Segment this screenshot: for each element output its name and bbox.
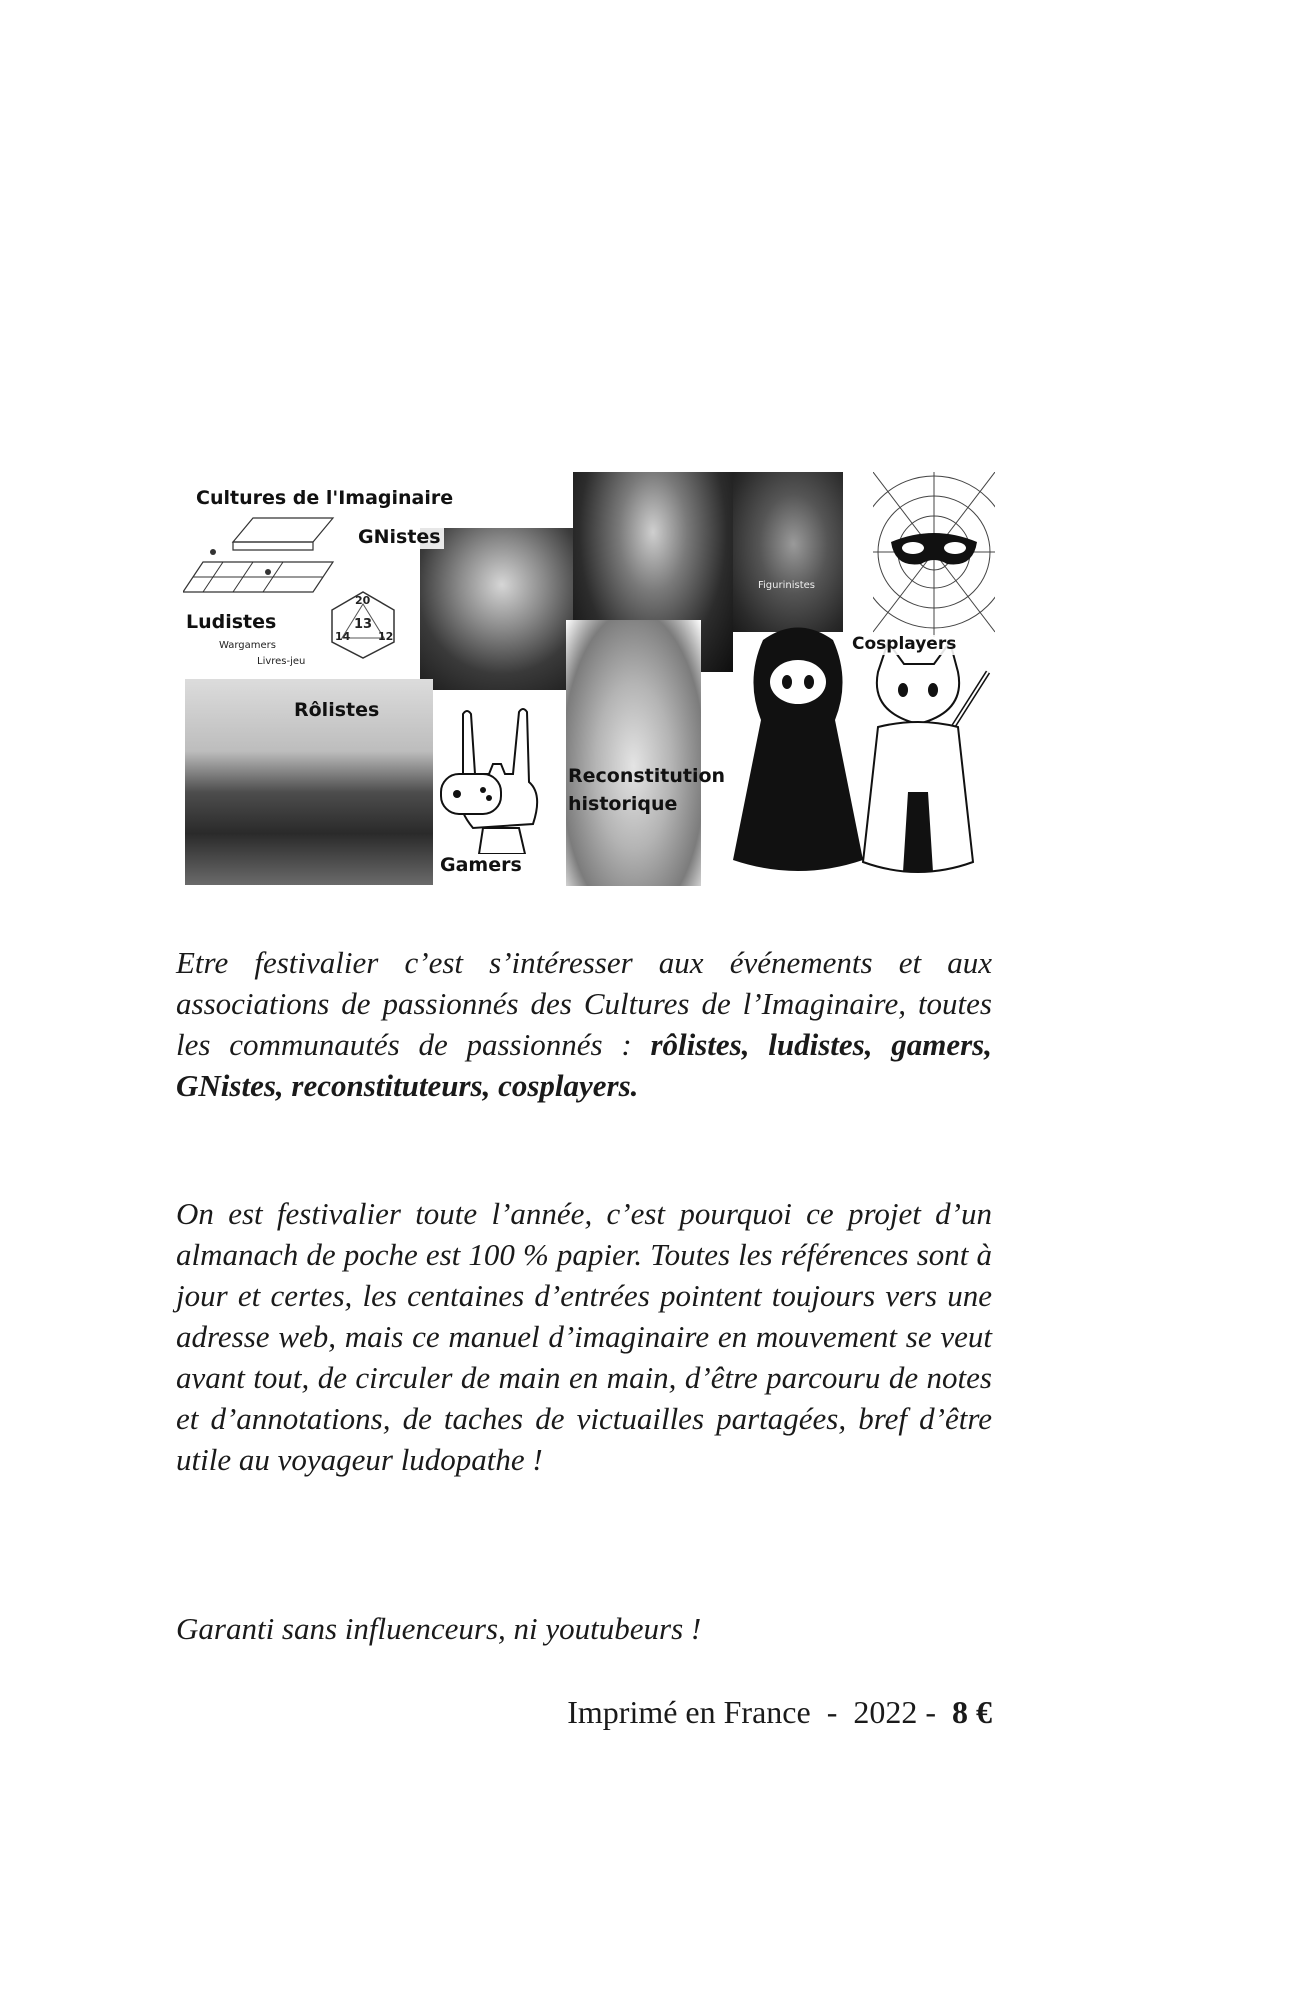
intro-text: Etre festivalier c’est s’intéresser aux événements et aux associations de passionnés des Cultures de l’Imaginaire, toutes les communautés de passionnés : <box>176 945 992 1062</box>
label-reconstitution: Reconstitution <box>568 765 726 787</box>
die-face-13: 13 <box>354 617 373 632</box>
paragraph-almanach: On est festivalier toute l’année, c’est pourquoi ce projet d’un almanach de poche est 100 % papier. Toutes les références sont à jour et certes, les centaines d’entrées pointent toujours vers une adresse web, mais ce manuel d’imaginaire en mouvement se veut avant tout, de circuler de main en main, d’être parcouru de notes et d’annotations, de taches de victuailles partagées, bref d’être utile au voyageur ludopathe ! <box>176 1196 992 1477</box>
collage-title: Cultures de l'Imaginaire <box>193 488 456 510</box>
cat-knight-drawing <box>848 632 995 894</box>
label-gamers: Gamers <box>437 855 525 877</box>
die-face-20: 20 <box>355 594 371 607</box>
die-face-14: 14 <box>335 630 351 643</box>
cover-collage <box>183 472 995 894</box>
label-ludistes: Ludistes <box>186 611 277 633</box>
label-wargamers: Wargamers <box>219 640 277 651</box>
label-cosplayers: Cosplayers <box>849 635 959 655</box>
communities-list: rôlistes, ludistes, gamers, GNistes, reconstituteurs, cosplayers. <box>176 1027 992 1103</box>
figurine-photo <box>733 472 843 632</box>
label-gnistes: GNistes <box>355 527 444 549</box>
label-historique: historique <box>568 793 678 815</box>
imprint-text: Imprimé en France - 2022 - <box>567 1694 952 1730</box>
label-rolistes: Rôlistes <box>294 699 380 721</box>
paragraph-tagline: Garanti sans influenceurs, ni youtubeurs ! <box>176 1611 702 1646</box>
historical-gown-drawing <box>566 620 701 886</box>
spider-web-mask-icon <box>873 472 995 637</box>
imprint-line <box>176 1692 992 1732</box>
price: 8 € <box>952 1694 992 1730</box>
gamer-hand-controller-icon <box>433 704 558 854</box>
label-livres-jeu: Livres-jeu <box>257 656 306 667</box>
label-figurinistes: Figurinistes <box>758 580 815 591</box>
paragraph-intro <box>176 942 992 1106</box>
die-face-12: 12 <box>378 630 394 643</box>
